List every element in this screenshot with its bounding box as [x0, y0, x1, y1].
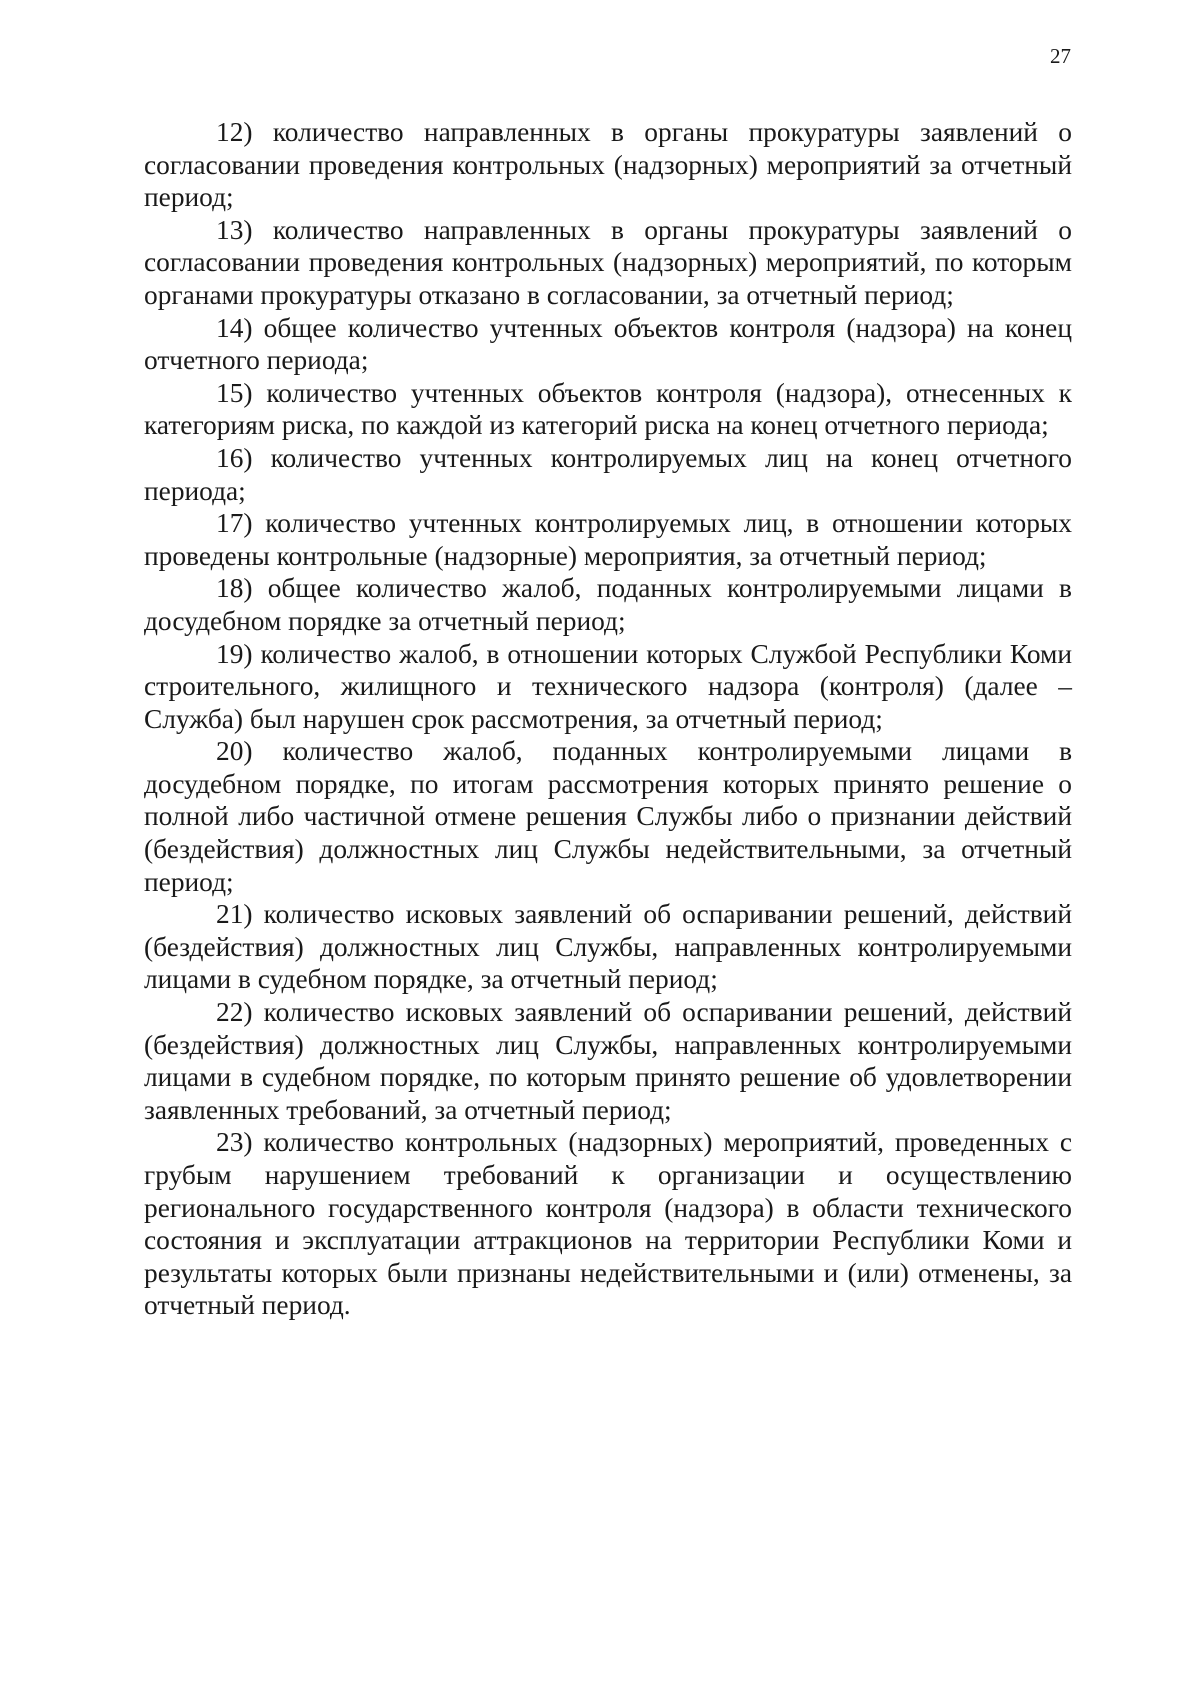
list-item-16: 16) количество учтенных контролируемых лиц на конец отчетного периода; — [144, 442, 1072, 506]
list-item-18: 18) общее количество жалоб, поданных контролируемыми лицами в досудебном порядке за отчетный период; — [144, 573, 1072, 636]
list-item-15: 15) количество учтенных объектов контроля (надзора), отнесенных к категориям риска, по каждой из категорий риска на конец отчетного периода; — [144, 377, 1072, 441]
list-item-13: 13) количество направленных в органы прокуратуры заявлений о согласовании проведения контрольных (надзорных) мероприятий, по которым органами прокуратуры отказано в согласовании, за отчетный период; — [144, 214, 1072, 310]
list-item-20: 20) количество жалоб, поданных контролируемыми лицами в досудебном порядке, по итогам рассмотрения которых принято решение о полной либо частичной отмене решения Службы либо о признании действий (бездействия) должностных лиц Службы недействительными, за отчетный период; — [144, 736, 1072, 897]
list-item-22: 22) количество исковых заявлений об оспаривании решений, действий (бездействия) должностных лиц Службы, направленных контролируемыми лицами в судебном порядке, по которым принято решение об удовлетворении заявленных требований, за отчетный период; — [144, 997, 1072, 1125]
page-number: 27 — [1050, 44, 1071, 68]
list-item-14: 14) общее количество учтенных объектов контроля (надзора) на конец отчетного периода; — [144, 312, 1072, 376]
list-item-12: 12) количество направленных в органы прокуратуры заявлений о согласовании проведения контрольных (надзорных) мероприятий за отчетный период; — [144, 117, 1072, 213]
list-item-21: 21) количество исковых заявлений об оспаривании решений, действий (бездействия) должностных лиц Службы, направленных контролируемыми лицами в судебном порядке, за отчетный период; — [144, 899, 1072, 995]
list-item-17: 17) количество учтенных контролируемых лиц, в отношении которых проведены контрольные (надзорные) мероприятия, за отчетный период; — [144, 508, 1072, 571]
list-item-23: 23) количество контрольных (надзорных) мероприятий, проведенных с грубым нарушением требований к организации и осуществлению регионального государственного контроля (надзора) в области технического состояния и эксплуатации аттракционов на территории Республики Коми и результаты которых были признаны недействительными и (или) отменены, за отчетный период. — [144, 1127, 1072, 1321]
list-item-19: 19) количество жалоб, в отношении которых Службой Республики Коми строительного, жилищного и технического надзора (контроля) (далее – Служба) был нарушен срок рассмотрения, за отчетный период; — [144, 638, 1072, 734]
document-body — [144, 116, 1072, 1322]
